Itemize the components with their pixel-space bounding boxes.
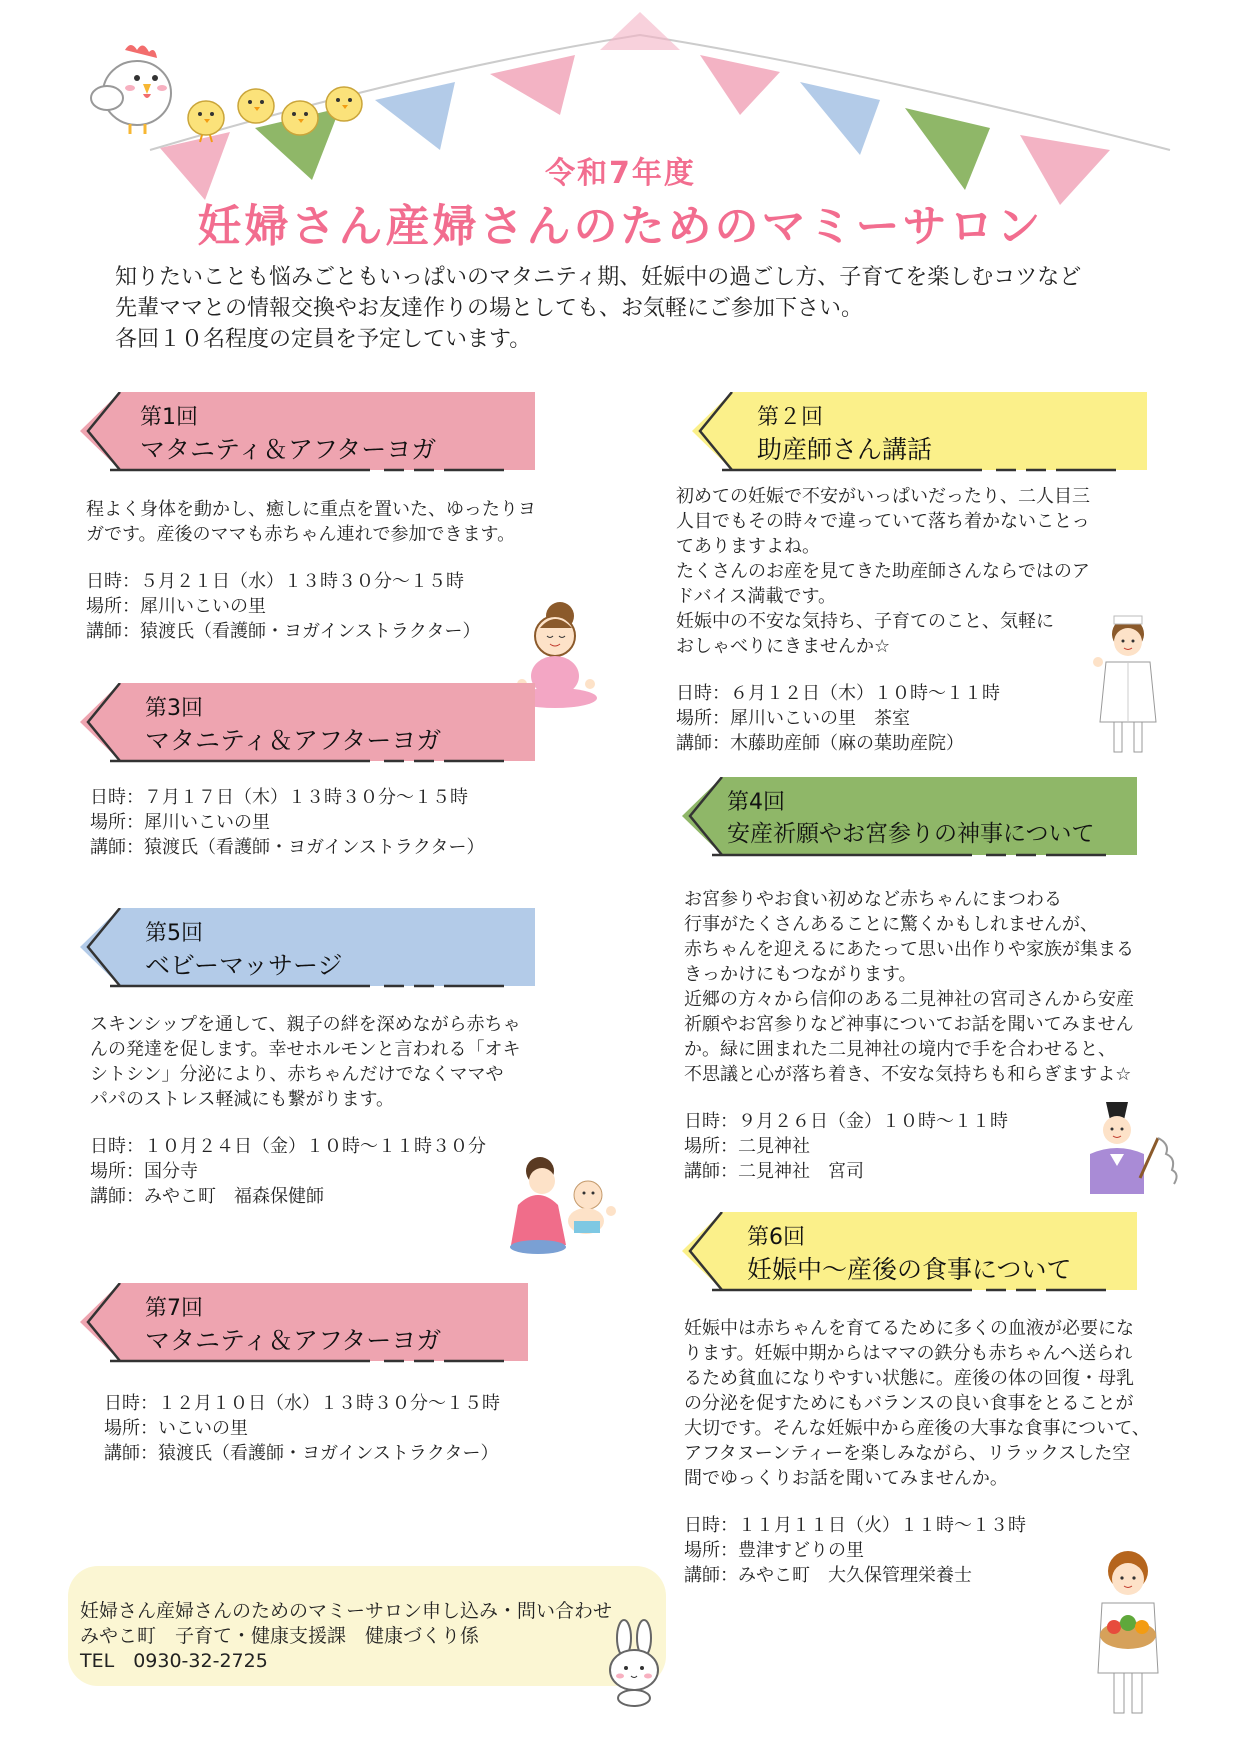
- session-5-banner: [80, 908, 540, 990]
- desc-line: の分泌を促すためにもバランスの良い食事をとることが: [684, 1393, 1134, 1414]
- session-5-details: [90, 1012, 521, 1209]
- session-lecturer: 講師：木藤助産師（麻の葉助産院）: [676, 733, 964, 754]
- chicks-icon: [180, 80, 370, 150]
- session-place: 場所：犀川いこいの里: [90, 812, 270, 833]
- desc-line: 近郷の方々から信仰のある二見神社の宮司さんから安産: [684, 989, 1134, 1010]
- midwife-illustration: [1090, 612, 1170, 762]
- session-title: ベビーマッサージ: [145, 951, 343, 980]
- desc-line: 初めての妊娠で不安がいっぱいだったり、二人目三: [676, 486, 1090, 507]
- desc-line: パパのストレス軽減にも繋がります。: [90, 1089, 395, 1110]
- hen-icon: [85, 38, 185, 138]
- session-4-banner: [682, 777, 1142, 859]
- session-date: 日時：７月１７日（木）１３時３０分～１５時: [90, 787, 468, 808]
- desc-line: んの発達を促します。幸せホルモンと言われる「オキ: [90, 1039, 521, 1060]
- desc-line: てありますよね。: [676, 536, 820, 557]
- desc-line: スキンシップを通して、親子の絆を深めながら赤ちゃ: [90, 1014, 521, 1035]
- desc-line: 妊娠中は赤ちゃんを育てるために多くの血液が必要にな: [684, 1318, 1134, 1339]
- session-2-details: [676, 484, 1090, 756]
- desc-line: 祈願やお宮参りなど神事についてお話を聞いてみません: [684, 1014, 1134, 1035]
- session-3-banner: [80, 683, 540, 765]
- session-7-banner: [80, 1283, 540, 1365]
- session-date: 日時：９月２６日（金）１０時～１１時: [684, 1111, 1008, 1132]
- session-number: 第6回: [747, 1225, 805, 1250]
- shinto-priest-illustration: [1080, 1098, 1180, 1198]
- page-title: 妊婦さん産婦さんのためのマミーサロン: [197, 201, 1044, 252]
- session-lecturer: 講師：みやこ町 福森保健師: [90, 1186, 324, 1207]
- intro-text: [115, 262, 1081, 355]
- session-6-banner: [682, 1212, 1142, 1294]
- contact-info: [80, 1599, 612, 1674]
- desc-line: るため貧血になりやすい状態に。産後の体の回復・母乳: [684, 1368, 1134, 1389]
- session-number: 第1回: [140, 405, 198, 430]
- rabbit-icon: [600, 1618, 670, 1708]
- desc-line: たくさんのお産を見てきた助産師さんならではのア: [676, 561, 1090, 582]
- session-date: 日時：５月２１日（水）１３時３０分～１５時: [86, 571, 464, 592]
- session-place: 場所：犀川いこいの里: [86, 596, 266, 617]
- session-lecturer: 講師：猿渡氏（看護師・ヨガインストラクター）: [86, 621, 481, 642]
- session-title: 助産師さん講話: [757, 435, 933, 464]
- desc-line: 妊娠中の不安な気持ち、子育てのこと、気軽に: [676, 611, 1054, 632]
- contact-department: みやこ町 子育て・健康支援課 健康づくり係: [80, 1625, 480, 1647]
- intro-line: 各回１０名程度の定員を予定しています。: [115, 327, 532, 352]
- session-title: マタニティ＆アフターヨガ: [140, 435, 437, 464]
- session-2-banner: [692, 392, 1152, 474]
- desc-line: 赤ちゃんを迎えるにあたって思い出作りや家族が集まる: [684, 939, 1134, 960]
- desc-line: 人目でもその時々で違っていて落ち着かないことっ: [676, 511, 1090, 532]
- desc-line: ります。妊娠中期からはママの鉄分も赤ちゃんへ送られ: [684, 1343, 1133, 1364]
- desc-line: シトシン」分泌により、赤ちゃんだけでなくママや: [90, 1064, 504, 1085]
- session-date: 日時：１２月１０日（水）１３時３０分～１５時: [104, 1393, 500, 1414]
- session-number: 第7回: [145, 1296, 203, 1321]
- session-place: 場所：二見神社: [684, 1136, 810, 1157]
- intro-line: 先輩ママとの情報交換やお友達作りの場としても、お気軽にご参加下さい。: [115, 296, 864, 321]
- session-number: 第3回: [145, 696, 203, 721]
- desc-line: 不思議と心が落ち着き、不安な気持ちも和らぎますよ☆: [684, 1064, 1132, 1085]
- session-date: 日時：６月１２日（木）１０時～１１時: [676, 683, 1000, 704]
- desc-line: アフタヌーンティーを楽しみながら、リラックスした空: [684, 1443, 1131, 1464]
- desc-line: お宮参りやお食い初めなど赤ちゃんにまつわる: [684, 889, 1062, 910]
- bunting-flag: [800, 82, 880, 155]
- session-lecturer: 講師：猿渡氏（看護師・ヨガインストラクター）: [104, 1443, 499, 1464]
- session-place: 場所：いこいの里: [104, 1418, 248, 1439]
- session-3-details: [90, 785, 485, 860]
- session-title: マタニティ＆アフターヨガ: [145, 726, 442, 755]
- desc-line: 行事がたくさんあることに驚くかもしれませんが、: [684, 914, 1098, 935]
- bunting-flag: [490, 55, 575, 115]
- session-date: 日時：１１月１１日（火）１１時～１３時: [684, 1515, 1026, 1536]
- session-place: 場所：豊津すどりの里: [684, 1540, 864, 1561]
- desc-line: 程よく身体を動かし、癒しに重点を置いた、ゆったりヨ: [86, 499, 536, 520]
- session-lecturer: 講師：猿渡氏（看護師・ヨガインストラクター）: [90, 837, 485, 858]
- bunting-flag: [700, 55, 780, 115]
- session-date: 日時：１０月２４日（金）１０時～１１時３０分: [90, 1136, 486, 1157]
- intro-line: 知りたいことも悩みごともいっぱいのマタニティ期、妊娠中の過ごし方、子育てを楽しむコツなど: [115, 265, 1082, 290]
- bunting-flag: [600, 12, 680, 50]
- session-1-details: [86, 497, 536, 644]
- baby-massage-illustration: [508, 1155, 620, 1255]
- session-number: 第２回: [757, 405, 824, 430]
- session-title: 妊娠中～産後の食事について: [747, 1255, 1072, 1284]
- session-title: マタニティ＆アフターヨガ: [145, 1326, 442, 1355]
- desc-line: きっかけにもつながります。: [684, 964, 917, 985]
- session-number: 第4回: [727, 790, 785, 815]
- session-place: 場所：国分寺: [90, 1161, 198, 1182]
- desc-line: 間でゆっくりお話を聞いてみませんか。: [684, 1468, 1008, 1489]
- session-lecturer: 講師：みやこ町 大久保管理栄養士: [684, 1565, 972, 1586]
- desc-line: ガです。産後のママも赤ちゃん連れで参加できます。: [86, 524, 516, 545]
- session-1-banner: [80, 392, 540, 474]
- session-title: 安産祈願やお宮参りの神事について: [727, 821, 1095, 847]
- session-number: 第5回: [145, 921, 203, 946]
- nutritionist-illustration: [1088, 1545, 1168, 1725]
- session-6-details: [684, 1316, 1150, 1588]
- desc-line: 大切です。そんな妊娠中から産後の大事な食事について、: [684, 1418, 1150, 1439]
- session-place: 場所：犀川いこいの里 茶室: [676, 708, 910, 729]
- session-7-details: [104, 1391, 500, 1466]
- session-4-details: [684, 887, 1134, 1184]
- contact-phone: TEL 0930-32-2725: [80, 1650, 268, 1672]
- contact-title: 妊婦さん産婦さんのためのマミーサロン申し込み・問い合わせ: [80, 1600, 613, 1622]
- session-lecturer: 講師：二見神社 宮司: [684, 1161, 864, 1182]
- desc-line: おしゃべりにきませんか☆: [676, 636, 891, 657]
- desc-line: か。緑に囲まれた二見神社の境内で手を合わせると、: [684, 1039, 1116, 1060]
- bunting-flag: [375, 82, 455, 150]
- desc-line: ドバイス満載です。: [676, 586, 837, 607]
- title-year: 令和7年度: [545, 156, 696, 191]
